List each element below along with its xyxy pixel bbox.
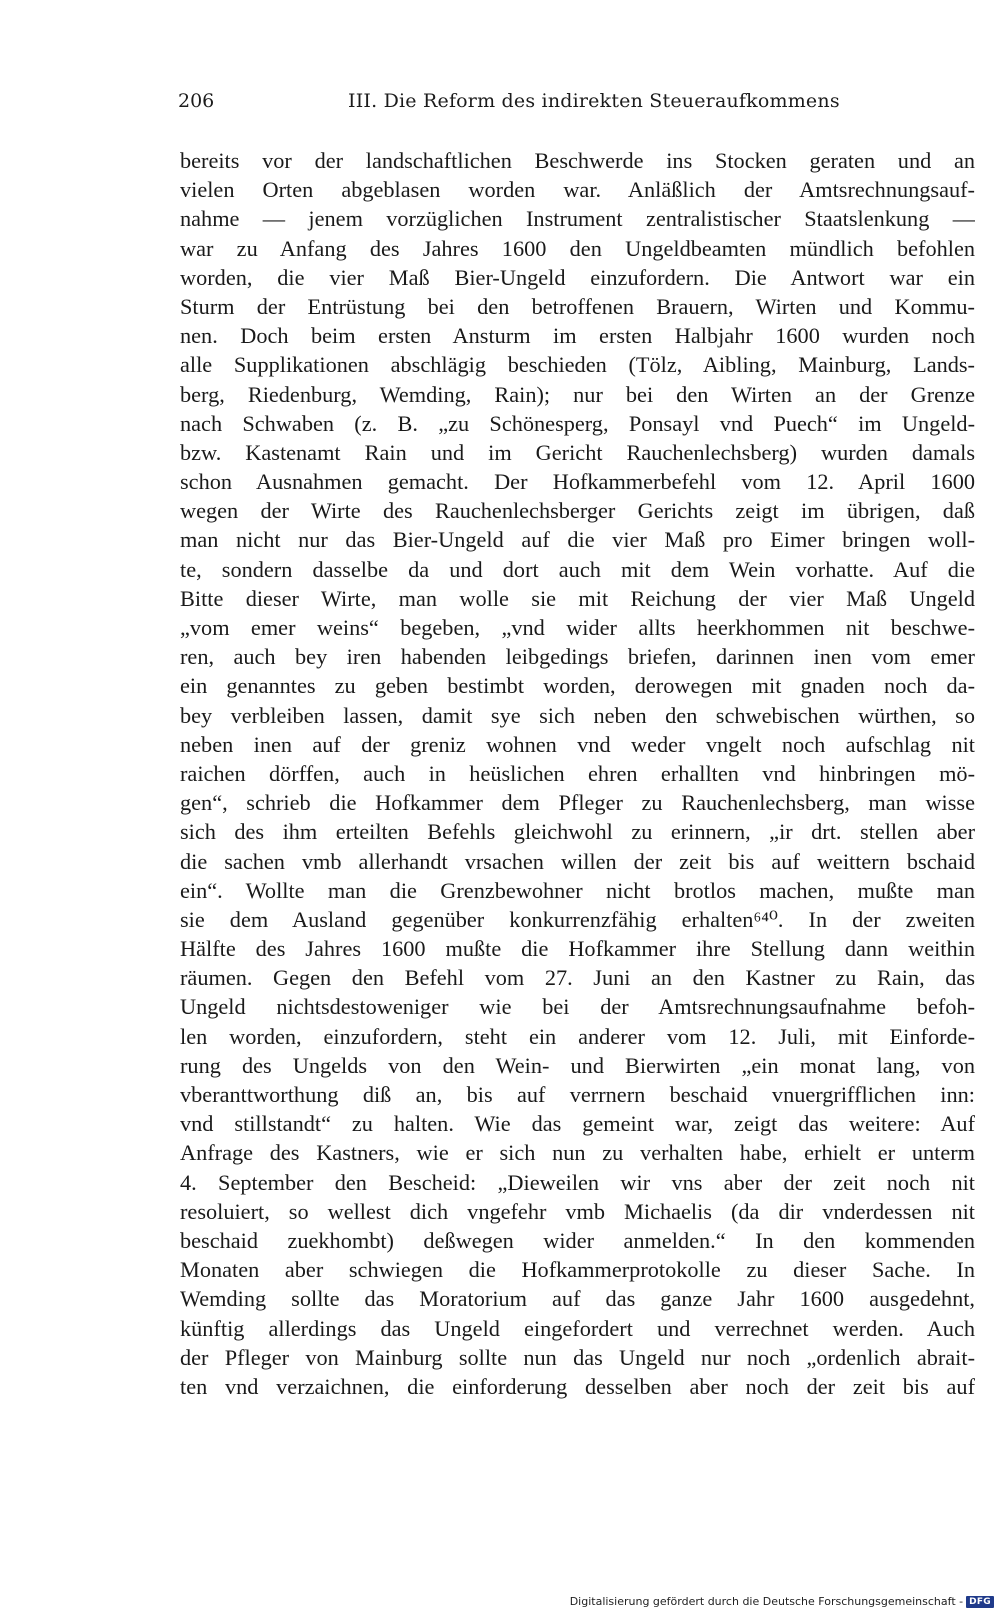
text-line: ren, auch bey iren habenden leibgedings briefen, darinnen inen vom emer	[180, 644, 975, 670]
text-line: ein genanntes zu geben bestimbt worden, derowegen mit gnaden noch da-	[180, 673, 975, 699]
text-line: nahme — jenem vorzüglichen Instrument zentralistischer Staatslenkung —	[180, 206, 975, 232]
text-line: bereits vor der landschaftlichen Beschwerde ins Stocken geraten und an	[180, 148, 975, 173]
text-line: raichen dörffen, auch in heüslichen ehren erhallten vnd hinbringen mö-	[180, 760, 975, 786]
text-line: berg, Riedenburg, Wemding, Rain); nur bei den Wirten an der Grenze	[180, 381, 975, 407]
text-line: Wemding sollte das Moratorium auf das ganze Jahr 1600 ausgedehnt,	[180, 1286, 975, 1312]
text-line: nen. Doch beim ersten Ansturm im ersten Halbjahr 1600 wurden noch	[180, 323, 975, 349]
text-line: der Pfleger von Mainburg sollte nun das Ungeld nur noch „ordenlich abrait-	[180, 1344, 975, 1370]
text-line: ein“. Wollte man die Grenzbewohner nicht brotlos machen, mußte man	[180, 877, 975, 903]
text-line: wegen der Wirte des Rauchenlechsberger Gerichts zeigt im übrigen, daß	[180, 498, 975, 524]
text-line: künftig allerdings das Ungeld eingefordert und verrechnet werden. Auch	[180, 1315, 975, 1341]
text-line: neben inen auf der greniz wohnen vnd weder vngelt noch aufschlag nit	[180, 731, 975, 757]
digitization-footer	[570, 1595, 994, 1608]
text-line: Hälfte des Jahres 1600 mußte die Hofkammer ihre Stellung dann weithin	[180, 936, 975, 962]
text-line: worden, die vier Maß Bier-Ungeld einzufordern. Die Antwort war ein	[180, 264, 975, 290]
text-line: resoluiert, so wellest dich vngefehr vmb Michaelis (da dir vnderdessen nit	[180, 1198, 975, 1224]
text-line: Sturm der Entrüstung bei den betroffenen Brauern, Wirten und Kommu-	[180, 293, 975, 319]
text-line: Monaten aber schwiegen die Hofkammerprotokolle zu dieser Sache. In	[180, 1257, 975, 1283]
text-line: alle Supplikationen abschlägig beschieden (Tölz, Aibling, Mainburg, Lands-	[180, 352, 975, 378]
text-line: schon Ausnahmen gemacht. Der Hofkammerbefehl vom 12. April 1600	[180, 469, 975, 495]
text-line: beschaid zuekhombt) deßwegen wider anmelden.“ In den kommenden	[180, 1227, 975, 1253]
text-line: vnd stillstandt“ zu halten. Wie das gemeint war, zeigt das weitere: Auf	[180, 1111, 975, 1137]
text-line: vielen Orten abgeblasen worden war. Anläßlich der Amtsrechnungsauf-	[180, 177, 975, 203]
running-head: III. Die Reform des indirekten Steueraufkommens	[348, 90, 840, 112]
text-line: räumen. Gegen den Befehl vom 27. Juni an den Kastner zu Rain, das	[180, 965, 975, 991]
page-number: 206	[178, 90, 215, 112]
body-text	[180, 146, 975, 1401]
text-line: man nicht nur das Bier-Ungeld auf die vier Maß pro Eimer bringen woll-	[180, 527, 975, 553]
text-line: gen“, schrieb die Hofkammer dem Pfleger zu Rauchenlechsberg, man wisse	[180, 790, 975, 816]
funding-credit: Digitalisierung gefördert durch die Deutsche Forschungsgemeinschaft -	[569, 1595, 964, 1608]
text-line: ten vnd verzaichnen, die einforderung desselben aber noch der zeit bis auf	[180, 1373, 975, 1399]
text-line: te, sondern dasselbe da und dort auch mit dem Wein vorhatte. Auf die	[180, 556, 975, 582]
text-line: war zu Anfang des Jahres 1600 den Ungeldbeamten mündlich befohlen	[180, 235, 975, 261]
text-line: vberanttworthung diß an, bis auf verrnern beschaid vnuergrifflichen inn:	[180, 1082, 975, 1107]
text-line: rung des Ungelds von den Wein- und Bierwirten „ein monat lang, von	[180, 1052, 975, 1078]
text-line: die sachen vmb allerhandt vrsachen willen der zeit bis auf weittern bschaid	[180, 848, 975, 874]
text-line: bzw. Kastenamt Rain und im Gericht Rauchenlechsberg) wurden damals	[180, 439, 975, 465]
text-line: Ungeld nichtsdestoweniger wie bei der Amtsrechnungsaufnahme befoh-	[180, 994, 975, 1020]
text-line: 4. September den Bescheid: „Dieweilen wir vns aber der zeit noch nit	[180, 1169, 975, 1195]
text-line: Bitte dieser Wirte, man wolle sie mit Reichung der vier Maß Ungeld	[180, 585, 975, 611]
text-line: „vom emer weins“ begeben, „vnd wider allts heerkhommen nit beschwe-	[180, 615, 975, 640]
text-line: nach Schwaben (z. B. „zu Schönesperg, Ponsayl vnd Puech“ im Ungeld-	[180, 410, 975, 436]
text-line: sie dem Ausland gegenüber konkurrenzfähig erhalten⁶⁴⁰. In der zweiten	[180, 906, 975, 932]
text-line: bey verbleiben lassen, damit sye sich neben den schwebischen würthen, so	[180, 702, 975, 728]
text-line: len worden, einzufordern, steht ein anderer vom 12. Juli, mit Einforde-	[180, 1023, 975, 1049]
text-line: sich des ihm erteilten Befehls gleichwohl zu erinnern, „ir drt. stellen aber	[180, 819, 975, 845]
text-line: Anfrage des Kastners, wie er sich nun zu verhalten habe, erhielt er unterm	[180, 1140, 975, 1166]
dfg-logo-icon: DFG	[966, 1596, 994, 1608]
